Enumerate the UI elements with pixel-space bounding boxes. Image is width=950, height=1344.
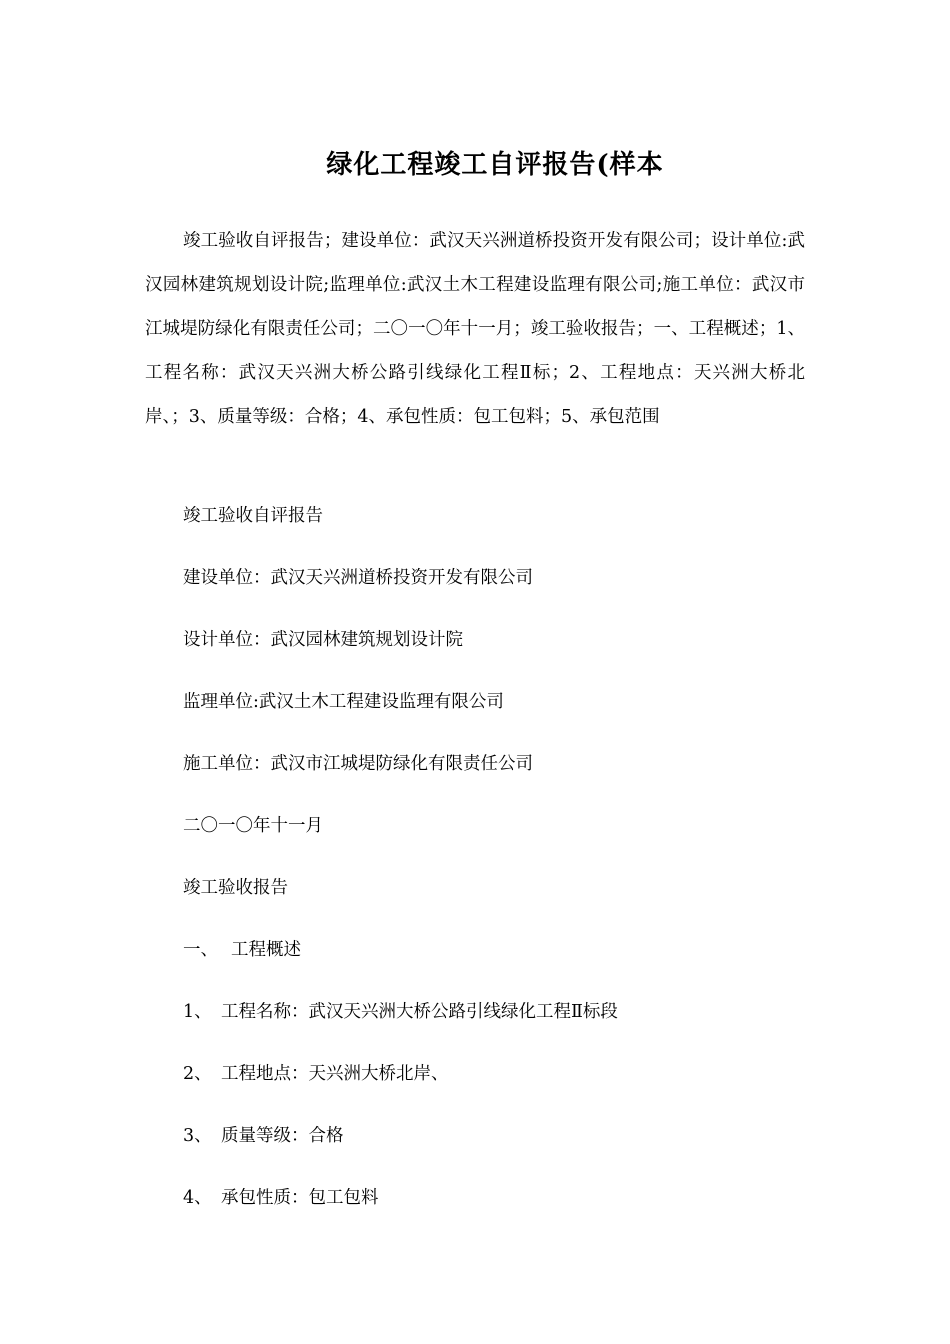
list-item-marker: 3、 bbox=[183, 1126, 212, 1146]
summary-paragraph: 竣工验收自评报告；建设单位：武汉天兴洲道桥投资开发有限公司；设计单位:武汉园林建筑规划设计院;监理单位:武汉土木工程建设监理有限公司;施工单位：武汉市江城堤防绿化有限责任公司；二〇一〇年十一月；竣工验收报告；一、工程概述；1、工程名称：武汉天兴洲大桥公路引线绿化工程Ⅱ标；2、工程地点：天兴洲大桥北岸、；3、质量等级：合格；4、承包性质：包工包料；5、承包范围 bbox=[145, 231, 805, 427]
designer-line: 设计单位：武汉园林建筑规划设计院 bbox=[183, 630, 463, 650]
list-item-marker: 4、 bbox=[183, 1188, 212, 1208]
list-item bbox=[183, 1122, 344, 1150]
list-item-text: 工程地点：天兴洲大桥北岸、 bbox=[221, 1064, 449, 1084]
section-heading-text: 工程概述 bbox=[231, 940, 301, 960]
document-title: 绿化工程竣工自评报告(样本 bbox=[326, 150, 664, 181]
report-title-line: 竣工验收自评报告 bbox=[183, 506, 323, 526]
list-item bbox=[183, 1184, 379, 1212]
list-item-text: 工程名称：武汉天兴洲大桥公路引线绿化工程Ⅱ标段 bbox=[221, 1002, 618, 1022]
list-item-marker: 1、 bbox=[183, 1002, 212, 1022]
list-item-text: 承包性质：包工包料 bbox=[221, 1188, 379, 1208]
list-item-text: 质量等级：合格 bbox=[221, 1126, 344, 1146]
date-line: 二〇一〇年十一月 bbox=[183, 816, 323, 836]
acceptance-report-title: 竣工验收报告 bbox=[183, 878, 288, 898]
list-item bbox=[183, 1060, 449, 1088]
list-item bbox=[183, 998, 618, 1026]
section-overview-heading bbox=[183, 936, 301, 964]
list-item-marker: 2、 bbox=[183, 1064, 212, 1084]
section-marker: 一、 bbox=[183, 940, 218, 960]
builder-line: 建设单位：武汉天兴洲道桥投资开发有限公司 bbox=[183, 568, 533, 588]
contractor-line: 施工单位：武汉市江城堤防绿化有限责任公司 bbox=[183, 754, 533, 774]
supervisor-line: 监理单位:武汉土木工程建设监理有限公司 bbox=[183, 692, 504, 712]
